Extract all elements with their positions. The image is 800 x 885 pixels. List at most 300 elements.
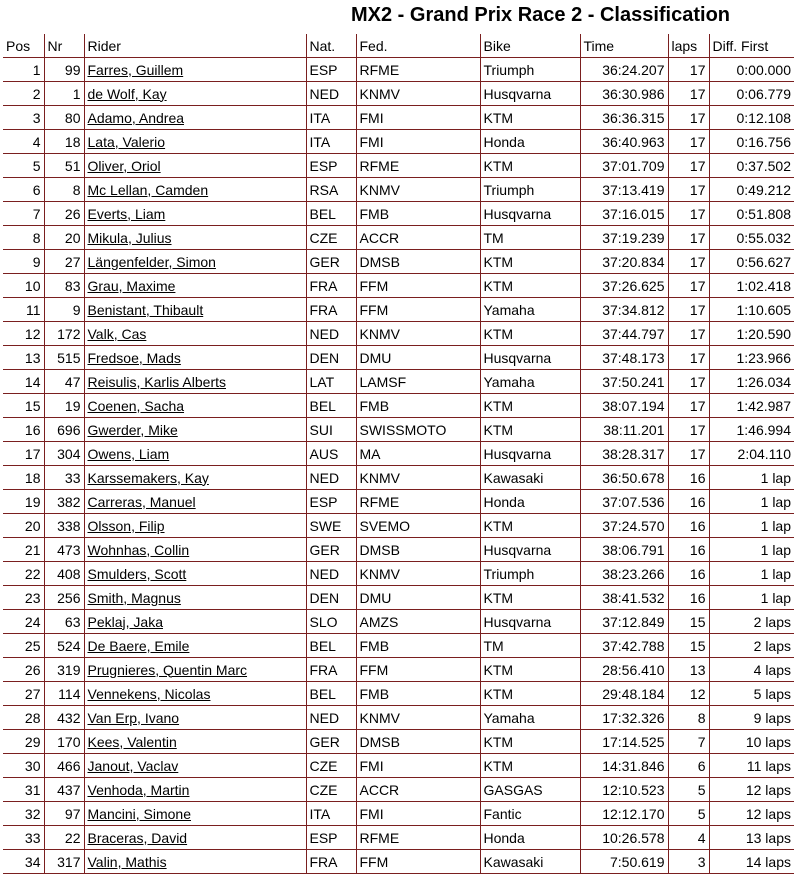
cell-rider xyxy=(84,826,306,850)
rider-link[interactable]: Prugnieres, Quentin Marc xyxy=(87,661,248,678)
table-row xyxy=(3,202,794,226)
cell-diff: 2 laps xyxy=(709,610,794,634)
cell-nr: 408 xyxy=(44,562,84,586)
cell-time: 37:26.625 xyxy=(580,274,668,298)
rider-link[interactable]: Venhoda, Martin xyxy=(87,781,190,798)
table-row xyxy=(3,730,794,754)
cell-bike: KTM xyxy=(480,250,580,274)
cell-fed: KNMV xyxy=(356,466,480,490)
cell-fed: DMU xyxy=(356,346,480,370)
rider-link[interactable]: Mancini, Simone xyxy=(87,805,191,822)
cell-nr: 20 xyxy=(44,226,84,250)
cell-fed: FFM xyxy=(356,274,480,298)
cell-rider xyxy=(84,586,306,610)
cell-nr: 27 xyxy=(44,250,84,274)
cell-time: 37:24.570 xyxy=(580,514,668,538)
rider-link[interactable]: Wohnhas, Collin xyxy=(87,541,190,558)
cell-fed: FFM xyxy=(356,658,480,682)
cell-nat: CZE xyxy=(306,226,356,250)
cell-pos: 2 xyxy=(3,82,44,106)
cell-rider xyxy=(84,106,306,130)
cell-rider xyxy=(84,418,306,442)
cell-nr: 473 xyxy=(44,538,84,562)
cell-laps: 15 xyxy=(668,634,709,658)
cell-nr: 26 xyxy=(44,202,84,226)
rider-link[interactable]: Olsson, Filip xyxy=(87,517,165,534)
col-header-pos: Pos xyxy=(3,34,44,58)
cell-diff: 1 lap xyxy=(709,586,794,610)
table-row xyxy=(3,754,794,778)
table-row xyxy=(3,610,794,634)
cell-laps: 16 xyxy=(668,514,709,538)
cell-pos: 21 xyxy=(3,538,44,562)
cell-fed: DMSB xyxy=(356,538,480,562)
cell-pos: 26 xyxy=(3,658,44,682)
cell-laps: 17 xyxy=(668,106,709,130)
col-header-diff: Diff. First xyxy=(709,34,794,58)
cell-nr: 172 xyxy=(44,322,84,346)
cell-nat: BEL xyxy=(306,394,356,418)
cell-laps: 4 xyxy=(668,826,709,850)
cell-bike: KTM xyxy=(480,730,580,754)
cell-rider xyxy=(84,610,306,634)
table-row xyxy=(3,562,794,586)
cell-diff: 0:12.108 xyxy=(709,106,794,130)
cell-bike: Honda xyxy=(480,490,580,514)
cell-bike: KTM xyxy=(480,418,580,442)
cell-time: 38:28.317 xyxy=(580,442,668,466)
cell-laps: 17 xyxy=(668,298,709,322)
table-row xyxy=(3,250,794,274)
cell-time: 37:13.419 xyxy=(580,178,668,202)
cell-nr: 47 xyxy=(44,370,84,394)
cell-time: 28:56.410 xyxy=(580,658,668,682)
cell-pos: 25 xyxy=(3,634,44,658)
cell-pos: 16 xyxy=(3,418,44,442)
cell-nat: FRA xyxy=(306,274,356,298)
rider-link[interactable]: De Baere, Emile xyxy=(87,637,190,654)
cell-nat: NED xyxy=(306,466,356,490)
col-header-time: Time xyxy=(580,34,668,58)
cell-nr: 515 xyxy=(44,346,84,370)
cell-laps: 6 xyxy=(668,754,709,778)
cell-nr: 319 xyxy=(44,658,84,682)
cell-nat: SUI xyxy=(306,418,356,442)
table-row xyxy=(3,634,794,658)
cell-fed: MA xyxy=(356,442,480,466)
table-row xyxy=(3,226,794,250)
cell-fed: FMI xyxy=(356,754,480,778)
cell-nr: 382 xyxy=(44,490,84,514)
cell-nr: 8 xyxy=(44,178,84,202)
rider-link[interactable]: de Wolf, Kay xyxy=(87,85,167,102)
table-row xyxy=(3,370,794,394)
cell-pos: 4 xyxy=(3,130,44,154)
cell-diff: 1:26.034 xyxy=(709,370,794,394)
cell-laps: 8 xyxy=(668,706,709,730)
cell-rider xyxy=(84,706,306,730)
cell-pos: 11 xyxy=(3,298,44,322)
cell-time: 38:23.266 xyxy=(580,562,668,586)
cell-nr: 437 xyxy=(44,778,84,802)
cell-bike: KTM xyxy=(480,274,580,298)
table-row xyxy=(3,586,794,610)
cell-nat: CZE xyxy=(306,778,356,802)
cell-bike: KTM xyxy=(480,682,580,706)
cell-fed: FMI xyxy=(356,802,480,826)
cell-diff: 5 laps xyxy=(709,682,794,706)
cell-diff: 0:16.756 xyxy=(709,130,794,154)
cell-fed: DMU xyxy=(356,586,480,610)
cell-laps: 17 xyxy=(668,370,709,394)
cell-laps: 17 xyxy=(668,154,709,178)
cell-diff: 0:37.502 xyxy=(709,154,794,178)
cell-time: 29:48.184 xyxy=(580,682,668,706)
rider-link[interactable]: Smulders, Scott xyxy=(87,565,187,582)
cell-bike: KTM xyxy=(480,586,580,610)
cell-rider xyxy=(84,130,306,154)
cell-rider xyxy=(84,682,306,706)
cell-fed: SWISSMOTO xyxy=(356,418,480,442)
cell-nr: 1 xyxy=(44,82,84,106)
cell-laps: 17 xyxy=(668,394,709,418)
cell-pos: 15 xyxy=(3,394,44,418)
cell-bike: Kawasaki xyxy=(480,466,580,490)
cell-pos: 13 xyxy=(3,346,44,370)
cell-nat: GER xyxy=(306,538,356,562)
cell-time: 14:31.846 xyxy=(580,754,668,778)
cell-diff: 0:00.000 xyxy=(709,58,794,82)
cell-nr: 9 xyxy=(44,298,84,322)
col-header-nat: Nat. xyxy=(306,34,356,58)
cell-time: 37:48.173 xyxy=(580,346,668,370)
cell-nat: ESP xyxy=(306,58,356,82)
col-header-bike: Bike xyxy=(480,34,580,58)
cell-rider xyxy=(84,226,306,250)
cell-time: 37:44.797 xyxy=(580,322,668,346)
cell-diff: 14 laps xyxy=(709,850,794,874)
cell-fed: FFM xyxy=(356,298,480,322)
cell-fed: DMSB xyxy=(356,730,480,754)
cell-nat: GER xyxy=(306,250,356,274)
cell-rider xyxy=(84,634,306,658)
cell-bike: Triumph xyxy=(480,58,580,82)
rider-link[interactable]: Valin, Mathis xyxy=(87,853,167,870)
cell-bike: TM xyxy=(480,226,580,250)
cell-nr: 466 xyxy=(44,754,84,778)
cell-time: 36:30.986 xyxy=(580,82,668,106)
cell-pos: 19 xyxy=(3,490,44,514)
cell-diff: 2:04.110 xyxy=(709,442,794,466)
cell-diff: 4 laps xyxy=(709,658,794,682)
cell-rider xyxy=(84,346,306,370)
cell-nr: 19 xyxy=(44,394,84,418)
cell-bike: Fantic xyxy=(480,802,580,826)
cell-diff: 1:02.418 xyxy=(709,274,794,298)
cell-time: 37:01.709 xyxy=(580,154,668,178)
cell-nr: 80 xyxy=(44,106,84,130)
cell-nat: SWE xyxy=(306,514,356,538)
cell-laps: 15 xyxy=(668,610,709,634)
header-row xyxy=(3,34,794,58)
cell-fed: ACCR xyxy=(356,778,480,802)
cell-fed: FMI xyxy=(356,106,480,130)
cell-diff: 10 laps xyxy=(709,730,794,754)
cell-rider xyxy=(84,778,306,802)
rider-link[interactable]: Grau, Maxime xyxy=(87,277,176,294)
rider-link[interactable]: Gwerder, Mike xyxy=(87,421,178,438)
cell-pos: 24 xyxy=(3,610,44,634)
rider-link[interactable]: Mikula, Julius xyxy=(87,229,172,246)
cell-bike: Honda xyxy=(480,130,580,154)
cell-pos: 7 xyxy=(3,202,44,226)
cell-nr: 432 xyxy=(44,706,84,730)
rider-link[interactable]: Owens, Liam xyxy=(87,445,170,462)
cell-pos: 5 xyxy=(3,154,44,178)
cell-rider xyxy=(84,178,306,202)
cell-time: 38:41.532 xyxy=(580,586,668,610)
cell-diff: 13 laps xyxy=(709,826,794,850)
cell-pos: 30 xyxy=(3,754,44,778)
rider-link[interactable]: Vennekens, Nicolas xyxy=(87,685,211,702)
results-body xyxy=(3,58,794,874)
cell-diff: 9 laps xyxy=(709,706,794,730)
cell-nr: 524 xyxy=(44,634,84,658)
cell-diff: 1:10.605 xyxy=(709,298,794,322)
cell-rider xyxy=(84,730,306,754)
cell-fed: FMB xyxy=(356,394,480,418)
table-row xyxy=(3,394,794,418)
cell-fed: FMB xyxy=(356,634,480,658)
cell-bike: GASGAS xyxy=(480,778,580,802)
cell-nat: LAT xyxy=(306,370,356,394)
rider-link[interactable]: Mc Lellan, Camden xyxy=(87,181,209,198)
cell-diff: 1 lap xyxy=(709,562,794,586)
cell-nat: CZE xyxy=(306,754,356,778)
cell-pos: 17 xyxy=(3,442,44,466)
cell-nat: ESP xyxy=(306,154,356,178)
cell-nr: 114 xyxy=(44,682,84,706)
cell-pos: 20 xyxy=(3,514,44,538)
cell-nat: DEN xyxy=(306,586,356,610)
cell-diff: 1 lap xyxy=(709,490,794,514)
cell-nat: BEL xyxy=(306,682,356,706)
cell-laps: 17 xyxy=(668,202,709,226)
cell-rider xyxy=(84,274,306,298)
cell-pos: 18 xyxy=(3,466,44,490)
rider-link[interactable]: Smith, Magnus xyxy=(87,589,181,606)
cell-nat: BEL xyxy=(306,202,356,226)
cell-bike: Triumph xyxy=(480,562,580,586)
rider-link[interactable]: Farres, Guillem xyxy=(87,61,184,78)
cell-nat: AUS xyxy=(306,442,356,466)
cell-diff: 0:51.808 xyxy=(709,202,794,226)
table-row xyxy=(3,346,794,370)
cell-bike: TM xyxy=(480,634,580,658)
cell-rider xyxy=(84,154,306,178)
cell-laps: 17 xyxy=(668,274,709,298)
cell-rider xyxy=(84,250,306,274)
rider-link[interactable]: Fredsoe, Mads xyxy=(87,349,181,366)
cell-bike: Husqvarna xyxy=(480,538,580,562)
cell-diff: 1:20.590 xyxy=(709,322,794,346)
cell-laps: 17 xyxy=(668,130,709,154)
rider-link[interactable]: Benistant, Thibault xyxy=(87,301,204,318)
rider-link[interactable]: Reisulis, Karlis Alberts xyxy=(87,373,226,390)
cell-nr: 338 xyxy=(44,514,84,538)
cell-time: 38:11.201 xyxy=(580,418,668,442)
cell-bike: KTM xyxy=(480,106,580,130)
cell-bike: KTM xyxy=(480,514,580,538)
cell-nr: 304 xyxy=(44,442,84,466)
cell-pos: 12 xyxy=(3,322,44,346)
cell-fed: RFME xyxy=(356,490,480,514)
cell-fed: AMZS xyxy=(356,610,480,634)
cell-rider xyxy=(84,298,306,322)
cell-laps: 3 xyxy=(668,850,709,874)
cell-fed: SVEMO xyxy=(356,514,480,538)
table-row xyxy=(3,274,794,298)
cell-pos: 14 xyxy=(3,370,44,394)
cell-nat: ITA xyxy=(306,106,356,130)
cell-laps: 5 xyxy=(668,802,709,826)
col-header-rider: Rider xyxy=(84,34,306,58)
cell-fed: FMI xyxy=(356,130,480,154)
cell-pos: 33 xyxy=(3,826,44,850)
cell-time: 37:16.015 xyxy=(580,202,668,226)
rider-link[interactable]: Oliver, Oriol xyxy=(87,157,161,174)
table-row xyxy=(3,106,794,130)
cell-fed: KNMV xyxy=(356,706,480,730)
page-title: MX2 - Grand Prix Race 2 - Classification xyxy=(351,4,731,26)
cell-time: 37:42.788 xyxy=(580,634,668,658)
cell-bike: Husqvarna xyxy=(480,610,580,634)
cell-nr: 317 xyxy=(44,850,84,874)
cell-diff: 1 lap xyxy=(709,514,794,538)
cell-fed: KNMV xyxy=(356,82,480,106)
cell-nat: BEL xyxy=(306,634,356,658)
cell-nr: 33 xyxy=(44,466,84,490)
rider-link[interactable]: Coenen, Sacha xyxy=(87,397,185,414)
rider-link[interactable]: Carreras, Manuel xyxy=(87,493,196,510)
cell-pos: 22 xyxy=(3,562,44,586)
cell-fed: FMB xyxy=(356,202,480,226)
cell-nr: 51 xyxy=(44,154,84,178)
cell-laps: 17 xyxy=(668,442,709,466)
table-row xyxy=(3,514,794,538)
cell-nat: NED xyxy=(306,82,356,106)
cell-nat: SLO xyxy=(306,610,356,634)
table-row xyxy=(3,58,794,82)
cell-pos: 29 xyxy=(3,730,44,754)
cell-time: 37:20.834 xyxy=(580,250,668,274)
cell-diff: 2 laps xyxy=(709,634,794,658)
cell-rider xyxy=(84,82,306,106)
cell-diff: 0:06.779 xyxy=(709,82,794,106)
cell-rider xyxy=(84,514,306,538)
cell-rider xyxy=(84,802,306,826)
cell-laps: 16 xyxy=(668,490,709,514)
cell-fed: KNMV xyxy=(356,322,480,346)
table-row xyxy=(3,778,794,802)
cell-laps: 17 xyxy=(668,322,709,346)
cell-time: 37:19.239 xyxy=(580,226,668,250)
cell-time: 12:10.523 xyxy=(580,778,668,802)
table-row xyxy=(3,178,794,202)
cell-diff: 1:46.994 xyxy=(709,418,794,442)
table-row xyxy=(3,442,794,466)
cell-nr: 22 xyxy=(44,826,84,850)
cell-rider xyxy=(84,322,306,346)
cell-nat: FRA xyxy=(306,658,356,682)
cell-time: 17:32.326 xyxy=(580,706,668,730)
col-header-fed: Fed. xyxy=(356,34,480,58)
cell-pos: 9 xyxy=(3,250,44,274)
cell-bike: Kawasaki xyxy=(480,850,580,874)
rider-link[interactable]: Kees, Valentin xyxy=(87,733,177,750)
cell-rider xyxy=(84,754,306,778)
cell-laps: 5 xyxy=(668,778,709,802)
cell-rider xyxy=(84,202,306,226)
cell-pos: 31 xyxy=(3,778,44,802)
cell-time: 17:14.525 xyxy=(580,730,668,754)
cell-time: 37:12.849 xyxy=(580,610,668,634)
rider-link[interactable]: Van Erp, Ivano xyxy=(87,709,180,726)
cell-pos: 32 xyxy=(3,802,44,826)
rider-link[interactable]: Adamo, Andrea xyxy=(87,109,185,126)
table-row xyxy=(3,490,794,514)
cell-bike: KTM xyxy=(480,394,580,418)
cell-laps: 17 xyxy=(668,346,709,370)
cell-bike: Husqvarna xyxy=(480,346,580,370)
cell-rider xyxy=(84,490,306,514)
table-row xyxy=(3,682,794,706)
rider-link[interactable]: Valk, Cas xyxy=(87,325,147,342)
rider-link[interactable]: Peklaj, Jaka xyxy=(87,613,163,630)
col-header-laps: laps xyxy=(668,34,709,58)
cell-rider xyxy=(84,538,306,562)
cell-fed: KNMV xyxy=(356,562,480,586)
col-header-nr: Nr xyxy=(44,34,84,58)
rider-link[interactable]: Längenfelder, Simon xyxy=(87,253,216,270)
cell-time: 37:07.536 xyxy=(580,490,668,514)
cell-bike: KTM xyxy=(480,322,580,346)
rider-link[interactable]: Lata, Valerio xyxy=(87,133,166,150)
table-row xyxy=(3,154,794,178)
rider-link[interactable]: Braceras, David xyxy=(87,829,188,846)
table-row xyxy=(3,82,794,106)
cell-time: 12:12.170 xyxy=(580,802,668,826)
cell-fed: ACCR xyxy=(356,226,480,250)
cell-rider xyxy=(84,58,306,82)
cell-nat: NED xyxy=(306,562,356,586)
cell-laps: 17 xyxy=(668,418,709,442)
rider-link[interactable]: Everts, Liam xyxy=(87,205,166,222)
cell-time: 36:50.678 xyxy=(580,466,668,490)
cell-laps: 17 xyxy=(668,82,709,106)
cell-time: 10:26.578 xyxy=(580,826,668,850)
cell-fed: RFME xyxy=(356,826,480,850)
cell-pos: 8 xyxy=(3,226,44,250)
cell-time: 7:50.619 xyxy=(580,850,668,874)
rider-link[interactable]: Janout, Vaclav xyxy=(87,757,179,774)
rider-link[interactable]: Karssemakers, Kay xyxy=(87,469,209,486)
cell-nat: ESP xyxy=(306,490,356,514)
cell-pos: 3 xyxy=(3,106,44,130)
cell-fed: RFME xyxy=(356,58,480,82)
cell-time: 38:07.194 xyxy=(580,394,668,418)
cell-nat: FRA xyxy=(306,298,356,322)
